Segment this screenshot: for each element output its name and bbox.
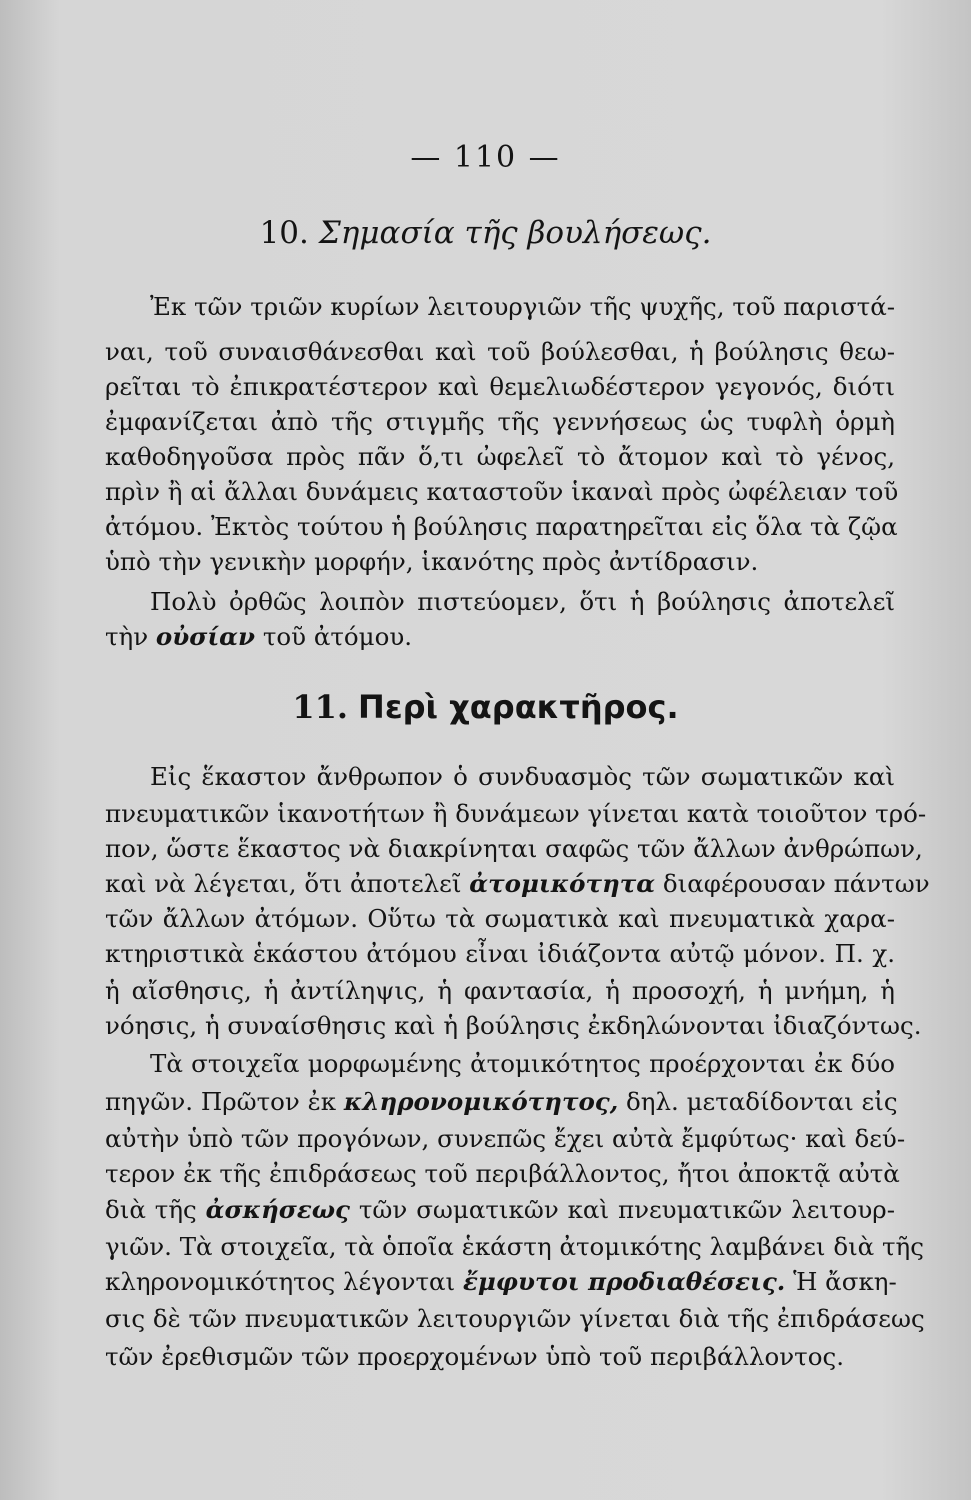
text-line: γιῶν. Τὰ στοιχεῖα, τὰ ὁποῖα ἑκάστη ἀτομικότης λαμβάνει διὰ τῆς [105,1232,924,1261]
section-10-heading [0,215,971,251]
text-line: κτηριστικὰ ἑκάστου ἀτόμου εἶναι ἰδιάζοντα αὐτῷ μόνον. Π. χ. [105,939,895,968]
text-span: διὰ τῆς [105,1195,206,1224]
text-line: ἀτόμου. Ἐκτὸς τούτου ἡ βούλησις παρατηρεῖται εἰς ὅλα τὰ ζῷα [105,512,898,541]
text-line: τῶν ἄλλων ἀτόμων. Οὕτω τὰ σωματικὰ καὶ πνευματικὰ χαρα- [105,904,895,933]
text-line: σις δὲ τῶν πνευματικῶν λειτουργιῶν γίνεται διὰ τῆς ἐπιδράσεως [105,1304,925,1333]
section-10-title: Σημασία τῆς βουλήσεως. [318,215,712,251]
text-line [105,867,930,901]
emphasis-ousian: οὐσίαν [155,622,256,651]
text-span: δηλ. μεταδίδονται εἰς [618,1087,898,1116]
text-line [105,1193,895,1227]
text-line: ναι, τοῦ συναισθάνεσθαι καὶ τοῦ βούλεσθαι, ἡ βούλησις θεω- [105,337,895,366]
text-span: τῶν σωματικῶν καὶ πνευματικῶν λειτουρ- [349,1195,895,1224]
text-line: Τὰ στοιχεῖα μορφωμένης ἀτομικότητος προέρχονται ἐκ δύο [150,1049,895,1078]
text-line: Πολὺ ὀρθῶς λοιπὸν πιστεύομεν, ὅτι ἡ βούλησις ἀποτελεῖ [150,587,895,616]
text-span: πηγῶν. Πρῶτον ἐκ [105,1087,344,1116]
text-span: κληρονομικότητος λέγονται [105,1267,463,1296]
section-11-heading [0,688,971,726]
section-11-number: 11. [292,688,349,726]
text-line: ἐμφανίζεται ἀπὸ τῆς στιγμῆς τῆς γεννήσεως ὡς τυφλὴ ὁρμὴ [105,407,895,436]
text-line [105,620,895,654]
text-span: διαφέρουσαν πάντων [655,869,930,898]
text-line [105,1085,898,1119]
text-line: ἡ αἴσθησις, ἡ ἀντίληψις, ἡ φαντασία, ἡ προσοχή, ἡ μνήμη, ἡ [105,976,895,1005]
text-line: πον, ὥστε ἕκαστος νὰ διακρίνηται σαφῶς τῶν ἄλλων ἀνθρώπων, [105,834,923,863]
emphasis-emfytoi-prodiatheseis: ἔμφυτοι προδιαθέσεις. [462,1267,786,1296]
text-line: πρὶν ἢ αἱ ἄλλαι δυνάμεις καταστοῦν ἱκαναὶ πρὸς ὠφέλειαν τοῦ [105,477,899,506]
text-line: ρεῖται τὸ ἐπικρατέστερον καὶ θεμελιωδέστερον γεγονός, διότι [105,372,895,401]
text-span: καὶ νὰ λέγεται, ὅτι ἀποτελεῖ [105,869,470,898]
text-span: τοῦ ἀτόμου. [255,622,413,651]
text-line: τῶν ἐρεθισμῶν τῶν προερχομένων ὑπὸ τοῦ περιβάλλοντος. [105,1342,844,1371]
text-line: ὑπὸ τὴν γενικὴν μορφήν, ἱκανότης πρὸς ἀντίδρασιν. [105,547,759,576]
emphasis-atomikotita: ἀτομικότητα [469,869,656,898]
text-line: Ἐκ τῶν τριῶν κυρίων λειτουργιῶν τῆς ψυχῆς, τοῦ παριστά- [150,292,896,321]
text-span: τὴν [105,622,156,651]
section-10-number: 10. [259,215,309,251]
text-line: τερον ἐκ τῆς ἐπιδράσεως τοῦ περιβάλλοντος, ἤτοι ἀποκτᾷ αὐτὰ [105,1159,900,1188]
section-11-title: Περὶ χαρακτῆρος. [358,688,679,726]
text-line: Εἰς ἕκαστον ἄνθρωπον ὁ συνδυασμὸς τῶν σωματικῶν καὶ [150,762,895,791]
text-line: νόησις, ἡ συναίσθησις καὶ ἡ βούλησις ἐκδηλώνονται ἰδιαζόντως. [105,1011,922,1040]
page-number: — 110 — [410,140,561,175]
text-span: Ἡ ἄσκη- [785,1267,897,1296]
emphasis-klironomikotitos: κληρονομικότητος, [343,1087,619,1116]
emphasis-askiseos: ἀσκήσεως [205,1195,350,1224]
text-line [105,1265,895,1299]
text-line: πνευματικῶν ἱκανοτήτων ἢ δυνάμεων γίνεται κατὰ τοιοῦτον τρό- [105,799,927,828]
text-line: αὐτὴν ὑπὸ τῶν προγόνων, συνεπῶς ἔχει αὐτὰ ἔμφύτως· καὶ δεύ- [105,1124,906,1153]
text-line: καθοδηγοῦσα πρὸς πᾶν ὅ,τι ὠφελεῖ τὸ ἄτομον καὶ τὸ γένος, [105,442,895,471]
